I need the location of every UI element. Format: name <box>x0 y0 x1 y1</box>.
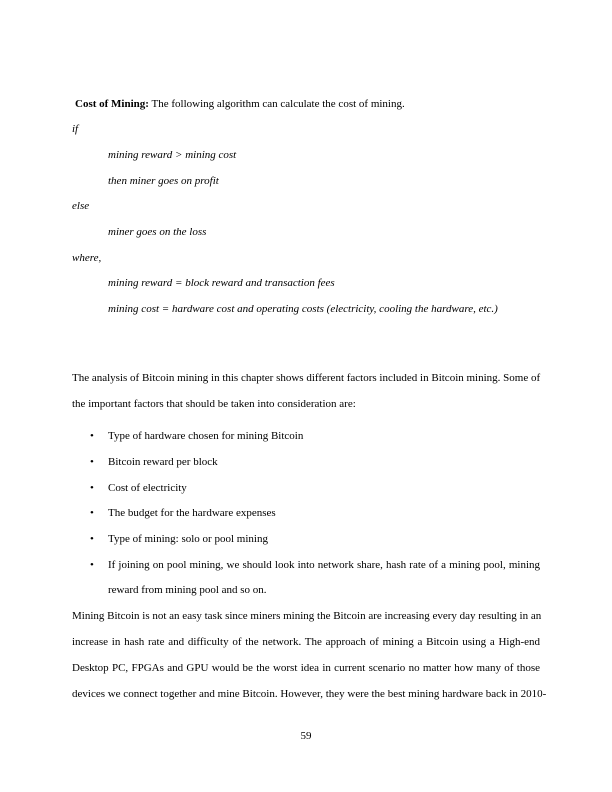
bullet-icon: • <box>90 533 94 545</box>
algo-loss: miner goes on the loss <box>108 226 207 238</box>
algo-cost-definition: mining cost = hardware cost and operating costs (electricity, cooling the hardware, etc.) <box>108 303 498 315</box>
algo-then: then miner goes on profit <box>108 175 219 187</box>
analysis-line-2: the important factors that should be taken into consideration are: <box>72 398 356 410</box>
algo-reward-definition: mining reward = block reward and transaction fees <box>108 277 335 289</box>
conclusion-line-1: Mining Bitcoin is not an easy task since miners mining the Bitcoin are increasing every day resulting in an <box>72 610 542 622</box>
algo-condition: mining reward > mining cost <box>108 149 237 161</box>
algo-where: where, <box>72 252 102 264</box>
conclusion-line-2: increase in hash rate and difficulty of the network. The approach of mining a Bitcoin using a High-end <box>72 636 540 648</box>
conclusion-line-4: devices we connect together and mine Bitcoin. However, they were the best mining hardware back in 2010- <box>72 688 547 700</box>
heading-label: Cost of Mining: <box>75 98 149 110</box>
list-item: The budget for the hardware expenses <box>108 507 276 519</box>
algo-if: if <box>72 123 79 135</box>
bullet-icon: • <box>90 559 94 571</box>
section-heading <box>75 98 405 111</box>
list-item: Type of hardware chosen for mining Bitcoin <box>108 430 304 442</box>
list-item: If joining on pool mining, we should look into network share, hash rate of a mining pool, mining <box>108 559 540 571</box>
bullet-icon: • <box>90 507 94 519</box>
bullet-icon: • <box>90 482 94 494</box>
list-item-continuation: reward from mining pool and so on. <box>108 584 267 596</box>
list-item: Type of mining: solo or pool mining <box>108 533 268 545</box>
heading-text: The following algorithm can calculate the cost of mining. <box>148 98 405 110</box>
bullet-icon: • <box>90 456 94 468</box>
list-item: Bitcoin reward per block <box>108 456 218 468</box>
conclusion-line-3: Desktop PC, FPGAs and GPU would be the worst idea in current scenario no matter how many of those <box>72 662 540 674</box>
list-item: Cost of electricity <box>108 482 187 494</box>
algo-else: else <box>72 200 90 212</box>
page-number: 59 <box>300 730 312 742</box>
bullet-icon: • <box>90 430 94 442</box>
analysis-line-1: The analysis of Bitcoin mining in this chapter shows different factors included in Bitcoin mining. Some of <box>72 372 541 384</box>
